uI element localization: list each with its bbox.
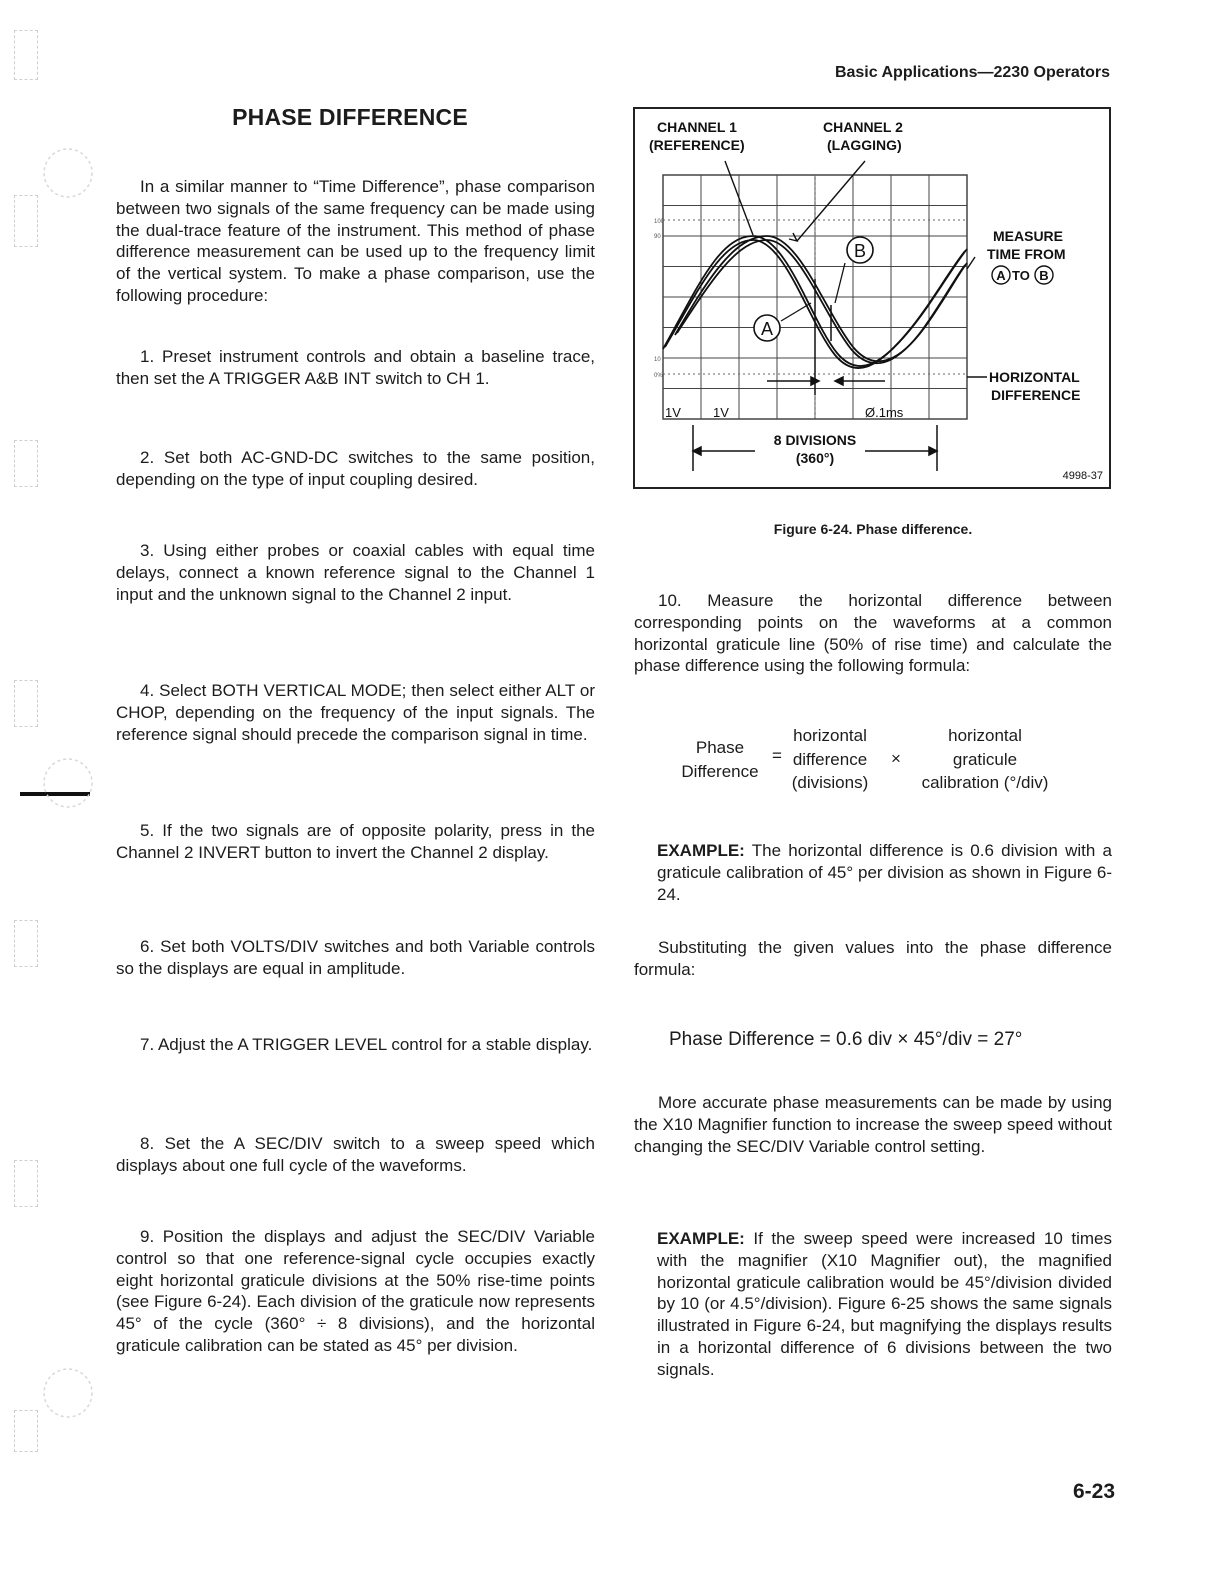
example-1-text: The horizontal difference is 0.6 division with a graticule calibration of 45° per division as shown in Figure 6-24.	[657, 841, 1112, 904]
formula-term2-line2: graticule	[952, 749, 1018, 769]
formula-term1-line1: horizontal	[793, 726, 867, 745]
section-title: PHASE DIFFERENCE	[232, 104, 468, 130]
grid-label-0: 0%	[654, 373, 663, 379]
marker-b-label: B	[853, 241, 867, 261]
formula-lhs-line1: Phase	[695, 738, 745, 757]
readout-ch2: 1V	[713, 405, 729, 420]
step-6: 6. Set both VOLTS/DIV switches and both Variable controls so the displays are equal in amplitude.	[116, 937, 595, 978]
channel-2-label: CHANNEL 2	[823, 119, 903, 135]
measure-label: MEASURE	[993, 228, 1064, 244]
readout-ch1: 1V	[665, 405, 681, 420]
intro-paragraph: In a similar manner to “Time Difference”, phase comparison between two signals of the same frequency can be made using the dual-trace feature of the instrument. This method of phase difference measurement can be used up to the frequency limit of the vertical system. To make a phase comparison, use the following procedure:	[116, 177, 595, 305]
step-9: 9. Position the displays and adjust the SEC/DIV Variable control so that one reference-signal cycle occupies exactly eight horizontal graticule divisions at the 50% rise-time points (see Figure 6-24). Each division of the graticule now represents 45° of the cycle (360° ÷ 8 divisions), and the horizontal graticule calibration can be stated as 45° per division.	[116, 1227, 595, 1355]
margin-mark	[14, 1160, 38, 1207]
measure-to-label: TO	[1012, 268, 1030, 283]
margin-mark	[14, 1410, 38, 1452]
channel-1-label: CHANNEL 1	[657, 119, 737, 135]
example-1-label: EXAMPLE:	[657, 841, 745, 860]
margin-mark	[14, 440, 38, 487]
step-2: 2. Set both AC-GND-DC switches to the same position, depending on the type of input coupling desired.	[116, 448, 595, 489]
formula-times: ×	[891, 749, 901, 768]
substituting-paragraph: Substituting the given values into the phase difference formula:	[634, 938, 1112, 979]
formula-lhs-line2: Difference	[681, 762, 759, 781]
divisions-label: 8 DIVISIONS	[773, 432, 857, 448]
phase-formula	[660, 722, 1080, 802]
time-from-label: TIME FROM	[987, 246, 1066, 262]
step-1: 1. Preset instrument controls and obtain a baseline trace, then set the A TRIGGER A&B INT switch to CH 1.	[116, 347, 595, 388]
divisions-degrees: (360°)	[795, 450, 835, 466]
horizontal-difference-arrows	[767, 377, 885, 385]
accuracy-paragraph: More accurate phase measurements can be made by using the X10 Magnifier function to increase the sweep speed without changing the SEC/DIV Variable control setting.	[634, 1093, 1112, 1156]
horizontal-label: HORIZONTAL	[989, 369, 1080, 385]
figure-id: 4998-37	[1062, 470, 1103, 482]
punch-hole-mark	[40, 1365, 96, 1421]
formula-term1-line2: difference	[792, 749, 868, 769]
phase-diagram	[635, 109, 1109, 487]
step-10: 10. Measure the horizontal difference between corresponding points on the waveforms at a common horizontal graticule line (50% of rise time) and calculate the phase difference using the following formula:	[634, 591, 1112, 676]
difference-label: DIFFERENCE	[991, 387, 1081, 403]
running-header: Basic Applications—2230 Operators	[834, 64, 1110, 81]
grid-label-100: 100	[654, 219, 665, 225]
example-2-text: If the sweep speed were increased 10 times with the magnifier (X10 Magnifier out), the magnified horizontal graticule calibration would be 45°/division divided by 10 (or 4.5°/division). Figure 6-25 shows the same signals illustrated in Figure 6-24, but magnifying the displays results in a horizontal difference of 6 divisions between the two signals.	[657, 1229, 1112, 1379]
punch-hole-mark	[40, 755, 96, 811]
channel-2-role: (LAGGING)	[827, 137, 902, 153]
measure-a-label: A	[996, 268, 1006, 283]
margin-mark	[14, 195, 38, 247]
margin-mark	[14, 680, 38, 727]
step-8: 8. Set the A SEC/DIV switch to a sweep speed which displays about one full cycle of the waveforms.	[116, 1134, 595, 1175]
formula-term2-line1: horizontal	[948, 726, 1022, 745]
computed-formula: Phase Difference = 0.6 div × 45°/div = 27°	[669, 1029, 1023, 1050]
pointer-lines	[725, 161, 987, 377]
readout-sec-div: Ø.1ms	[865, 405, 904, 420]
grid-label-90: 90	[654, 234, 661, 240]
margin-mark	[14, 920, 38, 967]
formula-equals: =	[772, 746, 782, 765]
example-1	[657, 840, 1112, 905]
step-7: 7. Adjust the A TRIGGER LEVEL control for a stable display.	[140, 1035, 593, 1054]
formula-term2-line3: calibration (°/div)	[921, 773, 1049, 792]
example-2	[657, 1228, 1112, 1381]
margin-mark	[14, 30, 38, 80]
marker-a-pointer	[781, 303, 811, 321]
figure-6-24	[633, 107, 1111, 489]
page-number: 6-23	[1072, 1480, 1115, 1503]
figure-caption: Figure 6-24. Phase difference.	[773, 521, 973, 537]
step-4: 4. Select BOTH VERTICAL MODE; then select either ALT or CHOP, depending on the frequency of the input signals. The reference signal should precede the comparison signal in time.	[116, 681, 595, 744]
grid-label-10: 10	[654, 357, 661, 363]
example-2-label: EXAMPLE:	[657, 1229, 745, 1248]
channel-1-role: (REFERENCE)	[649, 137, 745, 153]
step-5: 5. If the two signals are of opposite polarity, press in the Channel 2 INVERT button to invert the Channel 2 display.	[116, 821, 595, 862]
step-3: 3. Using either probes or coaxial cables with equal time delays, connect a known reference signal to the Channel 1 input and the unknown signal to the Channel 2 input.	[116, 541, 595, 604]
marker-a-label: A	[760, 319, 774, 339]
measure-b-label: B	[1039, 268, 1049, 283]
punch-hole-mark	[40, 145, 96, 201]
formula-term1-line3: (divisions)	[791, 773, 869, 792]
